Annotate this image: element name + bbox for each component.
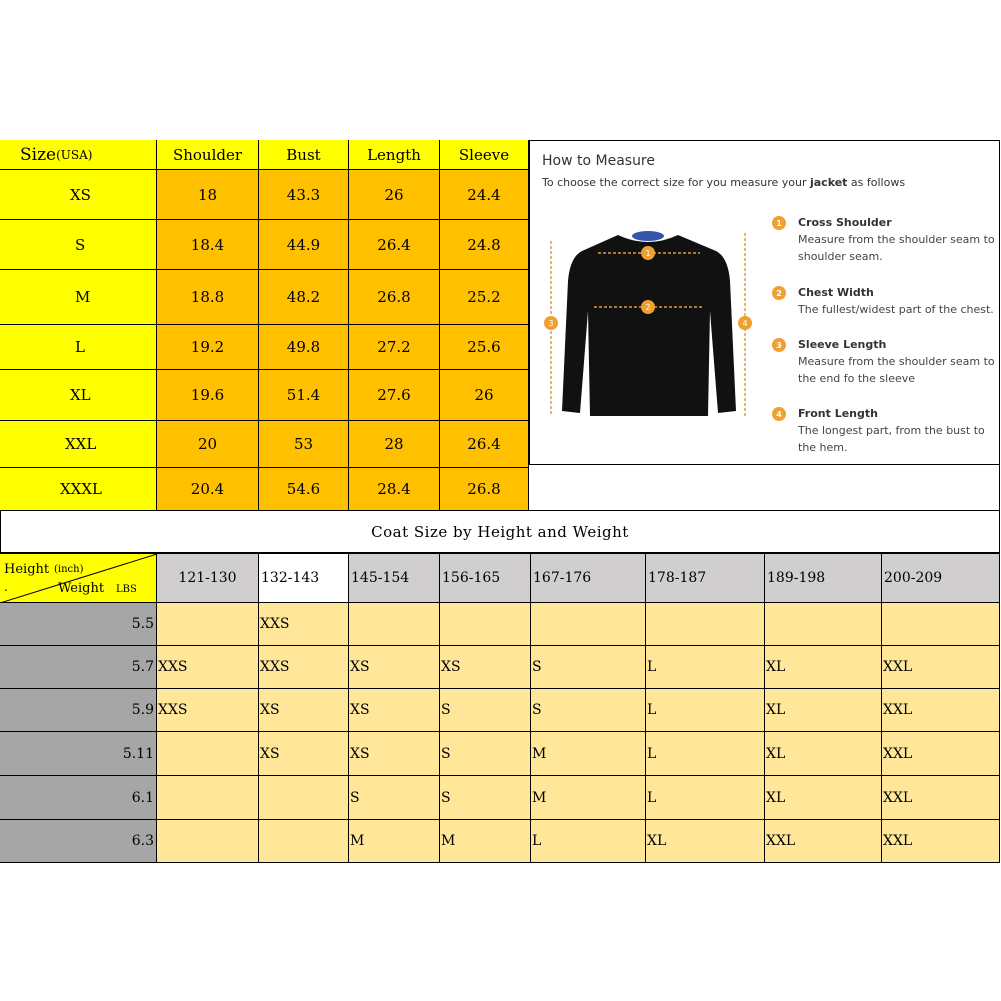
subtitle-bold: jacket <box>809 176 848 189</box>
how-to-measure-title: How to Measure <box>542 153 655 169</box>
coat-size-cell: S <box>531 689 646 732</box>
size-value-cell: 24.8 <box>440 220 529 270</box>
coat-size-cell <box>765 603 882 646</box>
coat-size-cell: L <box>646 646 765 689</box>
size-value-cell: 24.4 <box>440 170 529 220</box>
size-label-cell: L <box>0 325 157 370</box>
subtitle-text: To choose the correct size for you measure your <box>542 176 810 189</box>
step-name: Chest Width <box>798 286 874 299</box>
coat-size-cell: S <box>440 689 531 732</box>
size-value-cell: 25.6 <box>440 325 529 370</box>
coat-size-cell: M <box>531 776 646 820</box>
how-to-measure-panel <box>529 140 1000 465</box>
step-number-badge: 1 <box>772 216 786 230</box>
step-name: Sleeve Length <box>798 338 887 351</box>
diagram-label-4: 4 <box>742 319 748 328</box>
size-header-label: Size <box>20 144 57 165</box>
weight-header-cell: 189-198 <box>765 554 882 603</box>
coat-size-cell: S <box>349 776 440 820</box>
coat-size-cell: L <box>646 689 765 732</box>
size-value-cell: 28 <box>349 421 440 468</box>
coat-title-text: Coat Size by Height and Weight <box>371 522 629 541</box>
size-label-cell: M <box>0 270 157 325</box>
coat-size-cell: S <box>440 732 531 776</box>
coat-size-cell: S <box>531 646 646 689</box>
coat-size-cell: XL <box>765 646 882 689</box>
coat-size-cell <box>531 603 646 646</box>
size-label-cell: XS <box>0 170 157 220</box>
coat-size-cell: L <box>646 776 765 820</box>
measure-step <box>772 336 997 387</box>
size-value-cell: 18 <box>157 170 259 220</box>
coat-size-cell: XS <box>440 646 531 689</box>
coat-size-cell: M <box>440 820 531 863</box>
coat-size-cell: XXL <box>882 689 1000 732</box>
size-label-cell: S <box>0 220 157 270</box>
size-header-size <box>0 140 157 170</box>
size-value-cell: 53 <box>259 421 349 468</box>
coat-size-cell: S <box>440 776 531 820</box>
size-value-cell: 19.2 <box>157 325 259 370</box>
corner-height-label: Height <box>4 562 50 577</box>
coat-size-cell <box>157 603 259 646</box>
coat-size-cell: L <box>531 820 646 863</box>
how-to-measure-subtitle <box>542 176 905 189</box>
coat-size-cell <box>259 820 349 863</box>
weight-header-cell: 132-143 <box>259 554 349 603</box>
step-description: The fullest/widest part of the chest. <box>798 303 994 316</box>
diagram-label-3: 3 <box>548 319 554 328</box>
coat-size-cell <box>157 820 259 863</box>
coat-size-cell: XL <box>646 820 765 863</box>
size-value-cell: 51.4 <box>259 370 349 421</box>
corner-weight-unit: LBS <box>116 584 137 595</box>
corner-weight-label: Weight <box>58 581 105 596</box>
size-value-cell: 54.6 <box>259 468 349 511</box>
coat-size-cell: M <box>531 732 646 776</box>
height-cell: 5.7 <box>0 646 157 689</box>
height-cell: 6.1 <box>0 776 157 820</box>
size-header-length: Length <box>349 140 440 170</box>
size-value-cell: 18.8 <box>157 270 259 325</box>
size-header-bust: Bust <box>259 140 349 170</box>
size-value-cell: 26 <box>349 170 440 220</box>
coat-size-cell <box>646 603 765 646</box>
coat-size-cell <box>882 603 1000 646</box>
step-number-badge: 3 <box>772 338 786 352</box>
size-header-sleeve: Sleeve <box>440 140 529 170</box>
size-value-cell: 20.4 <box>157 468 259 511</box>
corner-dot: . <box>4 580 8 594</box>
size-value-cell: 25.2 <box>440 270 529 325</box>
coat-size-cell: XL <box>765 776 882 820</box>
coat-size-cell: XXS <box>157 646 259 689</box>
size-value-cell: 20 <box>157 421 259 468</box>
size-value-cell: 26.8 <box>440 468 529 511</box>
coat-size-cell <box>440 603 531 646</box>
weight-header-cell: 145-154 <box>349 554 440 603</box>
weight-header-cell: 156-165 <box>440 554 531 603</box>
coat-size-cell: XXL <box>765 820 882 863</box>
size-value-cell: 26.8 <box>349 270 440 325</box>
coat-size-cell: XXL <box>882 776 1000 820</box>
coat-corner-cell <box>0 554 157 603</box>
coat-size-cell <box>259 776 349 820</box>
step-number-badge: 4 <box>772 407 786 421</box>
coat-size-cell: XS <box>259 732 349 776</box>
step-name: Cross Shoulder <box>798 216 892 229</box>
subtitle-text-end: as follows <box>847 176 906 189</box>
size-label-cell: XXXL <box>0 468 157 511</box>
step-description: The longest part, from the bust to the hem. <box>798 424 985 454</box>
coat-size-cell: XXS <box>259 646 349 689</box>
size-value-cell: 43.3 <box>259 170 349 220</box>
empty-panel <box>529 465 1000 511</box>
weight-header-cell: 200-209 <box>882 554 1000 603</box>
step-description: Measure from the shoulder seam to shoulder seam. <box>798 233 995 263</box>
diagram-label-2: 2 <box>645 303 651 312</box>
weight-header-cell: 178-187 <box>646 554 765 603</box>
size-header-unit: (USA) <box>56 147 93 162</box>
size-label-cell: XXL <box>0 421 157 468</box>
size-value-cell: 26 <box>440 370 529 421</box>
step-number-badge: 2 <box>772 286 786 300</box>
coat-size-cell: M <box>349 820 440 863</box>
coat-size-cell: L <box>646 732 765 776</box>
coat-size-cell <box>157 776 259 820</box>
coat-size-cell: XXL <box>882 820 1000 863</box>
size-value-cell: 44.9 <box>259 220 349 270</box>
height-cell: 5.5 <box>0 603 157 646</box>
coat-size-cell: XS <box>349 732 440 776</box>
size-value-cell: 18.4 <box>157 220 259 270</box>
jacket-icon <box>562 235 736 416</box>
coat-size-cell: XXS <box>259 603 349 646</box>
jacket-diagram <box>538 221 763 431</box>
size-value-cell: 27.2 <box>349 325 440 370</box>
diagram-label-1: 1 <box>645 249 651 258</box>
size-value-cell: 26.4 <box>440 421 529 468</box>
size-value-cell: 48.2 <box>259 270 349 325</box>
coat-size-cell: XXL <box>882 646 1000 689</box>
weight-header-cell: 121-130 <box>157 554 259 603</box>
coat-size-cell <box>157 732 259 776</box>
coat-size-cell <box>349 603 440 646</box>
step-description: Measure from the shoulder seam to the end fo the sleeve <box>798 355 995 385</box>
coat-size-cell: XL <box>765 732 882 776</box>
coat-size-cell: XS <box>349 689 440 732</box>
measure-step <box>772 405 997 456</box>
size-value-cell: 49.8 <box>259 325 349 370</box>
size-value-cell: 19.6 <box>157 370 259 421</box>
coat-size-cell: XS <box>349 646 440 689</box>
coat-size-cell: XXS <box>157 689 259 732</box>
measure-step <box>772 284 997 318</box>
coat-size-cell: XXL <box>882 732 1000 776</box>
size-label-cell: XL <box>0 370 157 421</box>
coat-size-cell: XS <box>259 689 349 732</box>
size-header-shoulder: Shoulder <box>157 140 259 170</box>
coat-table-title <box>0 511 1000 554</box>
size-value-cell: 28.4 <box>349 468 440 511</box>
size-value-cell: 26.4 <box>349 220 440 270</box>
coat-size-cell: XL <box>765 689 882 732</box>
measure-step <box>772 214 997 265</box>
height-cell: 5.11 <box>0 732 157 776</box>
weight-header-cell: 167-176 <box>531 554 646 603</box>
height-cell: 6.3 <box>0 820 157 863</box>
height-cell: 5.9 <box>0 689 157 732</box>
corner-height-unit: (inch) <box>54 564 84 575</box>
size-value-cell: 27.6 <box>349 370 440 421</box>
step-name: Front Length <box>798 407 878 420</box>
